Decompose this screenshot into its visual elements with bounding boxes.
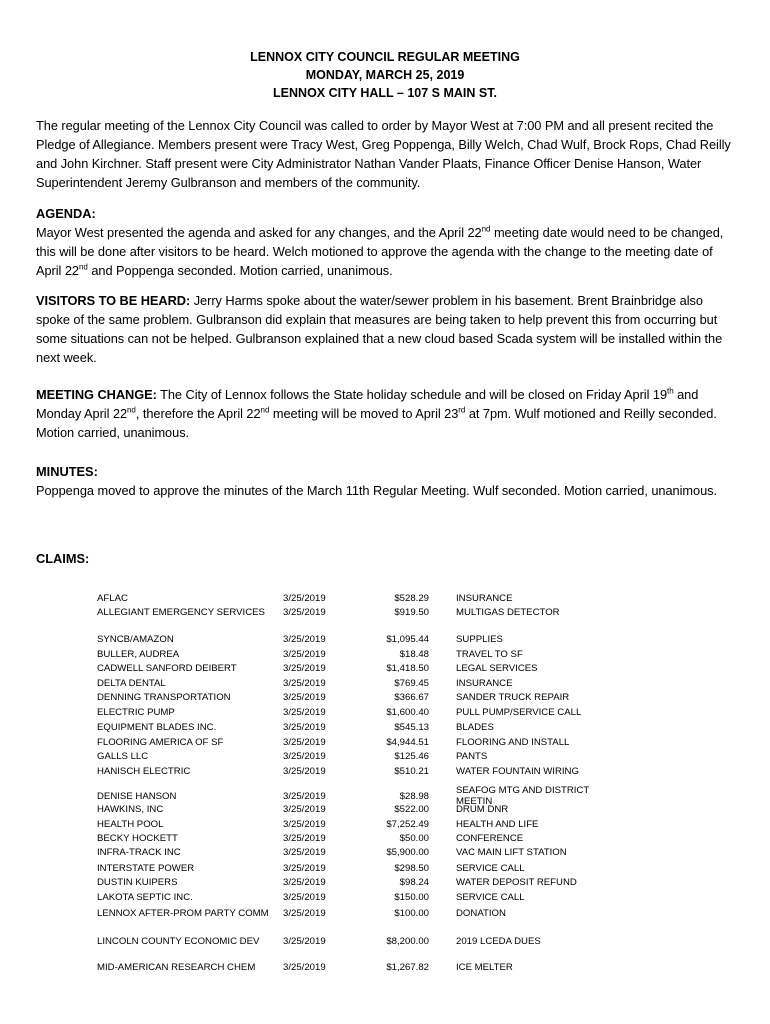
claim-description: HEALTH AND LIFE [456,819,539,830]
claim-description: PULL PUMP/SERVICE CALL [456,707,582,718]
claim-payee: HEALTH POOL [97,819,164,830]
agenda-heading: AGENDA: [36,206,96,221]
claim-date: 3/25/2019 [283,962,326,973]
claim-amount: $545.13 [394,722,429,733]
claim-amount: $50.00 [399,833,429,844]
claim-payee: DENISE HANSON [97,790,177,802]
meeting-date: MONDAY, MARCH 25, 2019 [305,68,465,82]
claim-date: 3/25/2019 [283,766,326,777]
claim-description: TRAVEL TO SF [456,649,523,660]
claim-amount: $1,267.82 [386,962,429,973]
claim-description: DONATION [456,908,506,919]
claim-payee: LAKOTA SEPTIC INC. [97,892,193,903]
agenda-paragraph: Mayor West presented the agenda and asked for any changes, and the April 22nd meeting date would need to be changed, this will be done after visitors to be heard. Welch motioned to approve the agenda with the change to the meeting date of April 22nd and Poppenga seconded. Motion carried, unanimous. [36,224,724,278]
claim-date: 3/25/2019 [283,722,326,733]
claim-date: 3/25/2019 [283,649,326,660]
claim-date: 3/25/2019 [283,607,326,618]
claim-date: 3/25/2019 [283,892,326,903]
claim-description: DRUM DNR [456,804,509,815]
claim-amount: $1,600.40 [386,707,429,718]
claim-payee: LINCOLN COUNTY ECONOMIC DEV [97,936,260,947]
claim-description: VAC MAIN LIFT STATION [456,847,567,858]
claim-description: BLADES [456,722,494,733]
claim-payee: DENNING TRANSPORTATION [97,692,231,703]
claims-heading: CLAIMS: [36,551,90,566]
intro-paragraph: The regular meeting of the Lennox City Council was called to order by Mayor West at 7:00 PM and all present recited the Pledge of Allegiance. Members present were Tracy West, Greg Poppenga, Billy Welch, Chad Wulf, Brock Rops, Chad Reilly and John Kirchner. Staff present were City Administrator Nathan Vander Plaats, Finance Officer Denise Hanson, Water Superintendent Jeremy Gulbranson and members of the community. [36,118,731,190]
meeting-change-heading: MEETING CHANGE: [36,387,157,402]
claim-payee: HAWKINS, INC [97,804,164,815]
claim-date: 3/25/2019 [283,863,326,874]
claim-amount: $125.46 [394,751,429,762]
claim-payee: CADWELL SANFORD DEIBERT [97,663,237,674]
claim-payee: AFLAC [97,593,128,604]
claim-payee: SYNCB/AMAZON [97,634,174,645]
claim-amount: $919.50 [394,607,429,618]
claim-amount: $100.00 [394,908,429,919]
claim-amount: $1,418.50 [386,663,429,674]
visitors-paragraph: VISITORS TO BE HEARD: Jerry Harms spoke about the water/sewer problem in his basement. Brent Brainbridge also spoke of the same problem. Gulbranson did explain that measures are being taken to help prevent this from occurring but some situations can not be helped. Gulbranson explained that a new cloud based Scada system will be installed within the next week. [36,293,723,365]
claim-payee: LENNOX AFTER-PROM PARTY COMM [97,908,269,919]
claim-description: INSURANCE [456,678,513,689]
claim-amount: $8,200.00 [386,936,429,947]
claim-amount: $7,252.49 [386,819,429,830]
claim-amount: $366.67 [394,692,429,703]
claim-payee: MID-AMERICAN RESEARCH CHEM [97,962,256,973]
meeting-title: LENNOX CITY COUNCIL REGULAR MEETING [250,50,520,64]
minutes-paragraph: Poppenga moved to approve the minutes of the March 11th Regular Meeting. Wulf seconded. Motion carried, unanimous. [36,483,717,498]
claim-date: 3/25/2019 [283,634,326,645]
claim-date: 3/25/2019 [283,877,326,888]
claim-date: 3/25/2019 [283,737,326,748]
claim-date: 3/25/2019 [283,751,326,762]
claim-payee: ALLEGIANT EMERGENCY SERVICES [97,607,265,618]
claim-payee: FLOORING AMERICA OF SF [97,737,224,748]
claim-date: 3/25/2019 [283,908,326,919]
claim-amount: $1,095.44 [386,634,429,645]
claim-date: 3/25/2019 [283,936,326,947]
claim-date: 3/25/2019 [283,707,326,718]
claim-date: 3/25/2019 [283,790,326,802]
claim-payee: EQUIPMENT BLADES INC. [97,722,217,733]
claim-date: 3/25/2019 [283,847,326,858]
claim-amount: $522.00 [394,804,429,815]
claim-payee: DUSTIN KUIPERS [97,877,178,888]
claim-amount: $528.29 [394,593,429,604]
claim-date: 3/25/2019 [283,663,326,674]
claim-description: WATER DEPOSIT REFUND [456,877,577,888]
claim-description: INSURANCE [456,593,513,604]
claim-payee: BECKY HOCKETT [97,833,178,844]
claim-payee: INFRA-TRACK INC [97,847,181,858]
claim-description: SERVICE CALL [456,863,525,874]
claim-description: LEGAL SERVICES [456,663,538,674]
claim-date: 3/25/2019 [283,819,326,830]
claim-amount: $150.00 [394,892,429,903]
claim-amount: $5,900.00 [386,847,429,858]
claim-date: 3/25/2019 [283,833,326,844]
minutes-heading: MINUTES: [36,464,98,479]
claim-amount: $4,944.51 [386,737,429,748]
claim-date: 3/25/2019 [283,678,326,689]
meeting-change-paragraph: MEETING CHANGE: The City of Lennox follows the State holiday schedule and will be closed on Friday April 19th and Monday April 22nd, therefore the April 22nd meeting will be moved to April 23rd at 7pm. Wulf motioned and Reilly seconded. Motion carried, unanimous. [36,386,717,440]
visitors-heading: VISITORS TO BE HEARD: [36,293,191,308]
claim-description: CONFERENCE [456,833,524,844]
claim-payee: BULLER, AUDREA [97,649,180,660]
claim-date: 3/25/2019 [283,804,326,815]
claim-description: SERVICE CALL [456,892,525,903]
claim-description: FLOORING AND INSTALL [456,737,570,748]
claim-description: PANTS [456,751,488,762]
meeting-location: LENNOX CITY HALL – 107 S MAIN ST. [273,86,497,100]
claim-description: ICE MELTER [456,962,513,973]
claim-payee: HANISCH ELECTRIC [97,766,191,777]
claim-description: SANDER TRUCK REPAIR [456,692,570,703]
claim-payee: GALLS LLC [97,751,149,762]
claim-date: 3/25/2019 [283,692,326,703]
claim-amount: $98.24 [399,877,429,888]
claim-description: SUPPLIES [456,634,503,645]
claim-amount: $769.45 [394,678,429,689]
claim-description: 2019 LCEDA DUES [456,936,541,947]
claim-description: WATER FOUNTAIN WIRING [456,766,579,777]
claim-date: 3/25/2019 [283,593,326,604]
claim-amount: $510.21 [394,766,429,777]
claim-amount: $18.48 [399,649,429,660]
claim-description: SEAFOG MTG AND DISTRICT MEETIN [456,785,590,807]
claim-payee: DELTA DENTAL [97,678,166,689]
claim-amount: $298.50 [394,863,429,874]
claim-description: MULTIGAS DETECTOR [456,607,560,618]
claim-amount: $28.98 [399,790,429,802]
claim-payee: INTERSTATE POWER [97,863,195,874]
claim-payee: ELECTRIC PUMP [97,707,175,718]
